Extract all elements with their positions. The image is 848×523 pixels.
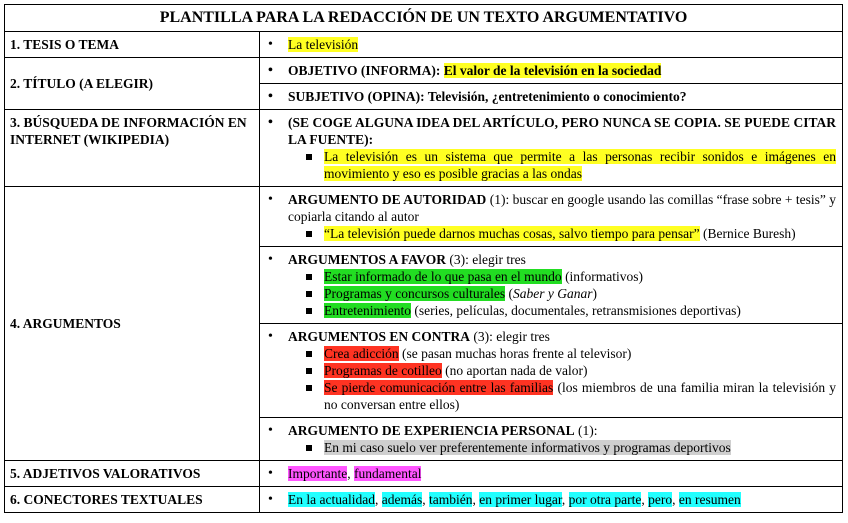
contra-rest: (no aportan nada de valor) xyxy=(445,363,588,378)
row-argumentos xyxy=(5,187,843,461)
contra-highlight: Se pierde comunicación entre las familias xyxy=(324,380,554,395)
content-titulo xyxy=(260,58,843,110)
contra-item xyxy=(268,379,836,413)
busqueda-quote-item xyxy=(268,148,836,182)
autoridad-quote-item xyxy=(268,225,836,242)
autoridad-author: (Bernice Buresh) xyxy=(703,226,796,241)
adjetivo-item: fundamental xyxy=(353,466,422,481)
conector-item: En la actualidad xyxy=(288,492,375,507)
contra-highlight: Crea adicción xyxy=(324,346,399,361)
personal-text: En mi caso suelo ver preferentemente informativos y programas deportivos xyxy=(324,440,731,455)
busqueda-quote: La televisión es un sistema que permite a las personas recibir sonidos e imágenes en movimiento y eso es posible gracias a las ondas xyxy=(324,149,837,181)
row-conectores xyxy=(5,487,843,513)
label-titulo: 2. TÍTULO (A ELEGIR) xyxy=(5,58,260,110)
content-busqueda xyxy=(260,110,843,187)
contra-block xyxy=(268,328,836,345)
personal-item xyxy=(268,439,836,456)
adjetivos-list: • Importante, fundamental xyxy=(268,465,836,482)
favor-rest: (informativos) xyxy=(565,269,644,284)
divider xyxy=(260,246,842,247)
contra-rest: (los miembros de una familia miran la televisión y no conversan entre ellos) xyxy=(324,380,837,412)
favor-heading: ARGUMENTOS A FAVOR xyxy=(288,252,447,267)
favor-block xyxy=(268,251,836,268)
label-tesis: 1. TESIS O TEMA xyxy=(5,32,260,58)
content-conectores xyxy=(260,487,843,513)
contra-item xyxy=(268,362,836,379)
conectores-list: • En la actualidad, además, también, en primer lugar, por otra parte, pero, en resumen xyxy=(268,491,836,508)
contra-count: (3): xyxy=(473,329,493,344)
row-tesis xyxy=(5,32,843,58)
bullet-subjetivo: • SUBJETIVO (OPINA): Televisión, ¿entretenimiento o conocimiento? xyxy=(268,88,836,105)
page-title: PLANTILLA PARA LA REDACCIÓN DE UN TEXTO ARGUMENTATIVO xyxy=(5,5,843,32)
favor-rest-open: ( xyxy=(508,286,513,301)
contra-instruction: elegir tres xyxy=(496,329,550,344)
content-adjetivos xyxy=(260,461,843,487)
row-adjetivos xyxy=(5,461,843,487)
content-argumentos xyxy=(260,187,843,461)
conector-item: por otra parte xyxy=(568,492,642,507)
favor-item xyxy=(268,285,836,302)
busqueda-intro: • (SE COGE ALGUNA IDEA DEL ARTÍCULO, PERO NUNCA SE COPIA. SE PUEDE CITAR LA FUENTE): xyxy=(268,114,836,148)
label-busqueda: 3. BÚSQUEDA DE INFORMACIÓN EN INTERNET (WIKIPEDIA) xyxy=(5,110,260,187)
favor-highlight: Programas y concursos culturales xyxy=(324,286,506,301)
template-table xyxy=(4,4,843,513)
bullet-objetivo xyxy=(268,62,836,79)
favor-rest-close: ) xyxy=(592,286,597,301)
conector-item: también xyxy=(428,492,473,507)
contra-heading: ARGUMENTOS EN CONTRA xyxy=(288,329,471,344)
autoridad-quote: “La televisión puede darnos muchas cosas, salvo tiempo para pensar” xyxy=(324,226,700,241)
autoridad-instruction: buscar en google usando las comillas “frase sobre + tesis” y copiarla citando al autor xyxy=(288,192,837,224)
label-adjetivos: 5. ADJETIVOS VALORATIVOS xyxy=(5,461,260,487)
label-conectores: 6. CONECTORES TEXTUALES xyxy=(5,487,260,513)
bullet-tesis xyxy=(268,36,836,53)
row-busqueda xyxy=(5,110,843,187)
contra-rest: (se pasan muchas horas frente al televisor) xyxy=(401,346,632,361)
favor-item xyxy=(268,302,836,319)
personal-count: (1): xyxy=(578,423,598,438)
autoridad-block xyxy=(268,191,836,225)
favor-item xyxy=(268,268,836,285)
favor-highlight: Entretenimiento xyxy=(324,303,411,318)
conector-item: pero xyxy=(648,492,673,507)
divider xyxy=(260,417,842,418)
adjetivo-item: Importante xyxy=(288,466,348,481)
tesis-value: La televisión xyxy=(288,37,359,52)
contra-item xyxy=(268,345,836,362)
conector-item: además xyxy=(381,492,423,507)
objetivo-label: OBJETIVO (INFORMA): xyxy=(288,63,441,78)
row-titulo xyxy=(5,58,843,110)
autoridad-count: (1): xyxy=(489,192,510,207)
conector-item: en primer lugar xyxy=(479,492,562,507)
label-argumentos: 4. ARGUMENTOS xyxy=(5,187,260,461)
favor-rest: (series, películas, documentales, retransmisiones deportivas) xyxy=(414,303,741,318)
content-tesis xyxy=(260,32,843,58)
autoridad-heading: ARGUMENTO DE AUTORIDAD xyxy=(288,192,487,207)
title-row xyxy=(5,5,843,32)
personal-heading: ARGUMENTO DE EXPERIENCIA PERSONAL xyxy=(288,423,575,438)
favor-instruction: elegir tres xyxy=(472,252,526,267)
objetivo-value: El valor de la televisión en la sociedad xyxy=(443,63,662,78)
favor-count: (3): xyxy=(449,252,469,267)
favor-rest-italic: Saber y Ganar xyxy=(512,286,593,301)
contra-highlight: Programas de cotilleo xyxy=(324,363,442,378)
favor-highlight: Estar informado de lo que pasa en el mundo xyxy=(324,269,562,284)
conector-item: en resumen xyxy=(678,492,741,507)
divider xyxy=(260,83,842,84)
divider xyxy=(260,323,842,324)
personal-block xyxy=(268,422,836,439)
